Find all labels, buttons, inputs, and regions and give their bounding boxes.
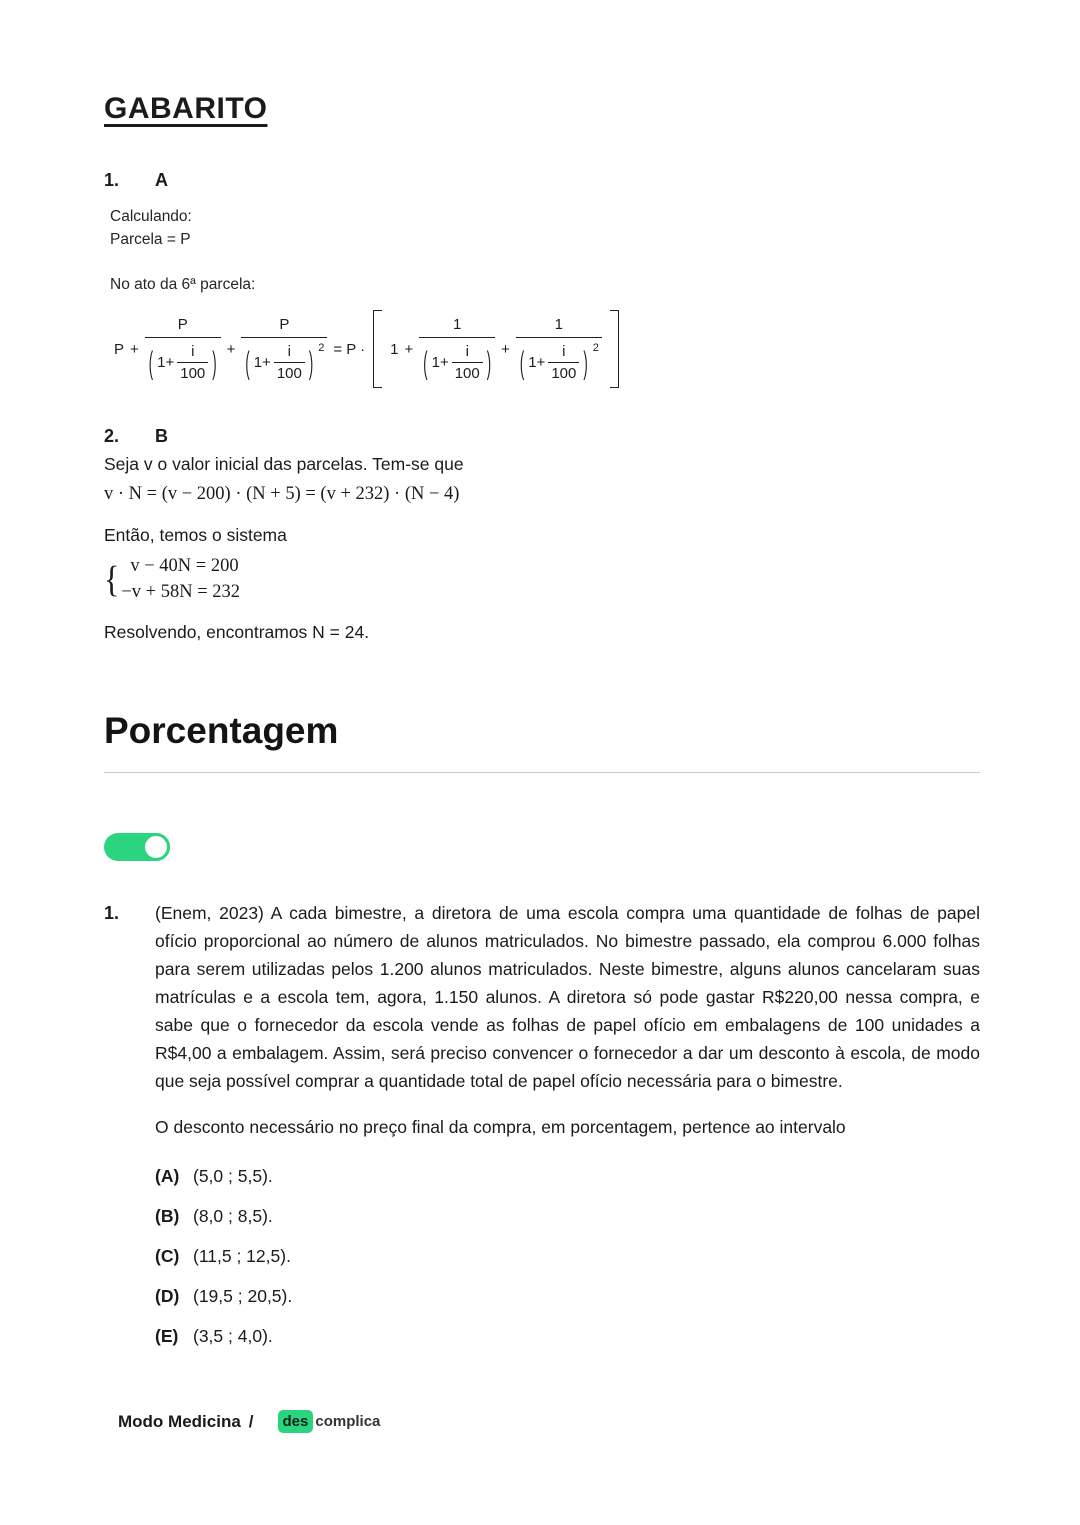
- formula-term-one: 1: [390, 340, 399, 358]
- right-paren: ): [583, 344, 588, 381]
- fraction-denominator: [516, 337, 602, 382]
- left-paren: (: [245, 344, 250, 381]
- fraction-numerator: 1: [453, 316, 462, 333]
- page-footer: [118, 1410, 380, 1433]
- answer-item-2: [104, 426, 980, 646]
- answer-2-equation: v · N = (v − 200) · (N + 5) = (v + 232) · (N − 4): [104, 484, 460, 504]
- fraction-i-over-100: [274, 343, 305, 382]
- plus-sign: +: [501, 340, 510, 358]
- option-e-text: (3,5 ; 4,0).: [193, 1326, 273, 1346]
- plus-sign: +: [130, 340, 139, 358]
- system-equation-1: v − 40N = 200: [130, 556, 239, 576]
- toggle-pill-icon: [104, 833, 170, 861]
- fraction-numerator: P: [177, 316, 188, 333]
- footer-slash: /: [248, 1411, 254, 1431]
- answer-2-number: 2.: [104, 426, 120, 446]
- question-1-prompt: O desconto necessário no preço final da compra, em porcentagem, pertence ao intervalo: [155, 1117, 846, 1137]
- fraction-numerator: i: [562, 343, 566, 360]
- fraction-p-over-1-plus-i-squared: [241, 316, 327, 382]
- gabarito-title: GABARITO: [104, 92, 268, 125]
- fraction-1-over-1-plus-i-squared: [516, 316, 602, 382]
- option-d-label: (D): [155, 1286, 180, 1306]
- option-a-text: (5,0 ; 5,5).: [193, 1166, 273, 1186]
- descomplica-logo: [278, 1410, 381, 1433]
- option-e: [155, 1323, 980, 1350]
- question-1-options: [155, 1163, 980, 1350]
- parcela-line: Parcela = P: [110, 231, 191, 248]
- question-1-number: 1.: [104, 903, 120, 923]
- question-1: [104, 899, 980, 1363]
- fraction-numerator: P: [279, 316, 290, 333]
- section-title-porcentagem: Porcentagem: [104, 710, 339, 751]
- system-equation-2: −v + 58N = 232: [121, 582, 241, 602]
- right-bracket: [610, 310, 619, 388]
- calc-label: Calculando:: [110, 208, 192, 225]
- footer-brand-text: Modo Medicina: [118, 1411, 241, 1431]
- option-b-text: (8,0 ; 8,5).: [193, 1206, 273, 1226]
- option-a-label: (A): [155, 1166, 180, 1186]
- answer-1-head: [104, 170, 980, 191]
- plus-sign: +: [404, 340, 414, 358]
- fraction-i-over-100: [452, 343, 483, 382]
- option-b: [155, 1203, 980, 1230]
- fraction-denominator: 100: [274, 362, 305, 382]
- right-paren: ): [486, 344, 492, 381]
- option-b-label: (B): [155, 1206, 180, 1226]
- equals-p-dot: = P ·: [333, 340, 366, 358]
- fraction-i-over-100: [177, 343, 208, 382]
- option-d: [155, 1283, 980, 1310]
- fraction-p-over-1-plus-i: [145, 316, 221, 382]
- left-paren: (: [423, 344, 428, 381]
- fraction-denominator: [419, 337, 495, 382]
- fraction-i-over-100: [548, 343, 579, 382]
- left-paren: (: [148, 344, 154, 381]
- formula-term-p: P: [114, 340, 125, 358]
- formula-term-1-plus: 1+: [253, 354, 271, 371]
- descomplica-logo-des-block: des: [278, 1410, 314, 1433]
- descomplica-logo-complica-text: complica: [315, 1413, 381, 1430]
- fraction-numerator: i: [191, 343, 195, 360]
- right-paren: ): [212, 344, 217, 381]
- fraction-denominator: [241, 337, 327, 382]
- fraction-denominator: 100: [548, 362, 579, 382]
- plus-sign: +: [226, 340, 236, 358]
- left-paren: (: [519, 344, 525, 381]
- fraction-numerator: 1: [554, 316, 563, 333]
- answer-2-conclusion: Resolvendo, encontramos N = 24.: [104, 622, 370, 642]
- left-brace: {: [104, 557, 120, 600]
- option-e-label: (E): [155, 1326, 179, 1346]
- option-d-text: (19,5 ; 20,5).: [193, 1286, 293, 1306]
- system-of-equations: [104, 553, 980, 605]
- installment-sum-formula: [114, 316, 980, 382]
- answer-2-intro: Seja v o valor inicial das parcelas. Tem-se que: [104, 454, 464, 474]
- option-c-text: (11,5 ; 12,5).: [193, 1246, 291, 1266]
- fraction-denominator: 100: [452, 362, 483, 382]
- ato-line: No ato da 6ª parcela:: [110, 276, 256, 293]
- answer-2-letter: B: [155, 426, 168, 446]
- system-lines: [121, 553, 240, 605]
- fraction-1-over-1-plus-i: [419, 316, 495, 382]
- fraction-denominator: [145, 337, 221, 382]
- fraction-denominator: 100: [177, 362, 208, 382]
- answer-1-number: 1.: [104, 170, 120, 190]
- toggle-knob-icon: [142, 833, 170, 861]
- question-1-statement: (Enem, 2023) A cada bimestre, a diretora de uma escola compra uma quantidade de folhas de papel ofício proporcional ao número de alunos matriculados. No bimestre passado, ela comprou 6.000 folhas para serem utilizadas pelos 1.200 alunos matriculados. Neste bimestre, alguns alunos cancelaram suas matrículas e a escola tem, agora, 1.150 alunos. A diretora só pode gastar R$220,00 nessa compra, e sabe que o fornecedor da escola vende as folhas de papel ofício em embalagens de 100 unidades a R$4,00 a embalagem. Assim, será preciso convencer o fornecedor a dar um desconto à escola, de modo que seja possível comprar a quantidade total de papel ofício necessária para o bimestre.: [155, 903, 980, 1091]
- answer-1-letter: A: [155, 170, 168, 190]
- answer-1-work: [110, 205, 980, 382]
- option-c: [155, 1243, 980, 1270]
- question-1-body: [155, 899, 980, 1363]
- exponent-2: 2: [318, 341, 325, 354]
- option-a: [155, 1163, 980, 1190]
- right-paren: ): [308, 344, 314, 381]
- formula-term-1-plus: 1+: [528, 354, 546, 371]
- answer-item-1: [104, 170, 980, 382]
- option-c-label: (C): [155, 1246, 180, 1266]
- answer-2-system-intro: Então, temos o sistema: [104, 525, 287, 545]
- fraction-numerator: i: [287, 343, 292, 360]
- left-bracket: [373, 310, 382, 388]
- formula-term-1-plus: 1+: [157, 354, 175, 371]
- formula-term-1-plus: 1+: [431, 354, 449, 371]
- exponent-2: 2: [592, 341, 599, 354]
- answer-2-head: [104, 426, 980, 447]
- section-divider: [104, 772, 980, 773]
- fraction-numerator: i: [465, 343, 469, 360]
